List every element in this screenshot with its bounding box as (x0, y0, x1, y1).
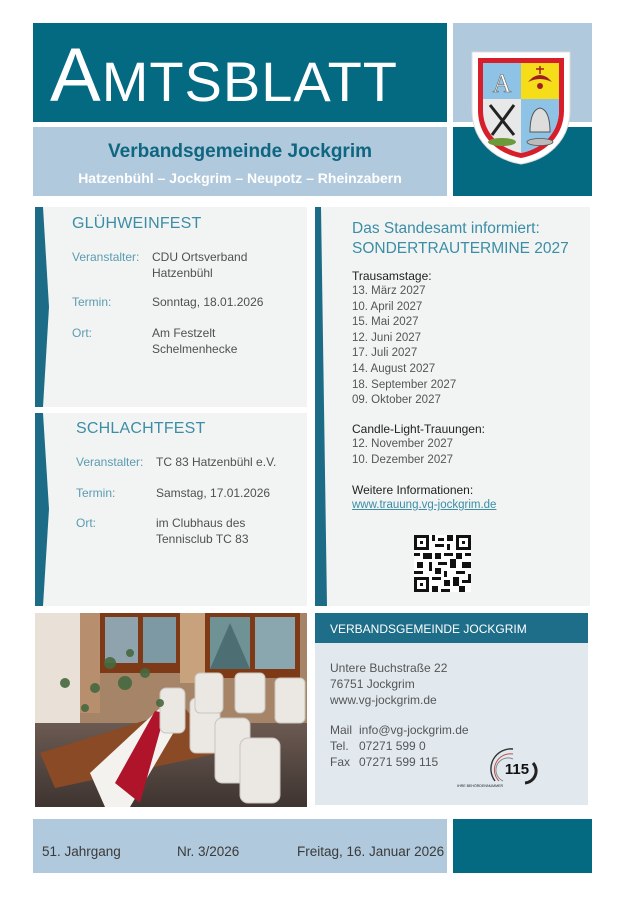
contact-website[interactable]: www.vg-jockgrim.de (330, 693, 437, 707)
info-heading: Weitere Informationen: (352, 483, 474, 497)
event-title: SCHLACHTFEST (76, 420, 206, 437)
title-line-2: SONDERTRAUTERMINE 2027 (352, 240, 569, 257)
mail-value[interactable]: info@vg-jockgrim.de (359, 723, 469, 737)
mail-label: Mail (330, 723, 353, 737)
date-item: 13. März 2027 (352, 285, 426, 297)
event-title: GLÜHWEINFEST (72, 215, 202, 232)
date-item: 14. August 2027 (352, 362, 436, 375)
contact-body (315, 643, 588, 805)
candle-light-list (352, 437, 453, 468)
row-value: Samstag, 17.01.2026 (156, 486, 271, 500)
date-item: 10. Dezember 2027 (352, 453, 454, 466)
date-item: 09. Oktober 2027 (352, 394, 441, 407)
fax-value: 07271 599 115 (359, 755, 439, 769)
standesamt-panel (315, 207, 590, 606)
date-item: 12. Juni 2027 (352, 331, 422, 344)
row-value: Am Festzelt Schelmenhecke (152, 326, 238, 356)
masthead-title (50, 33, 399, 118)
row-value: CDU Ortsverband Hatzenbühl (152, 250, 248, 280)
date-item: 17. Juli 2027 (352, 347, 418, 360)
date-item: 18. September 2027 (352, 378, 457, 391)
title-rest: MTSBLATT (101, 50, 399, 113)
chevron-marker-icon (35, 207, 49, 407)
row-label: Termin: (72, 295, 112, 309)
footer-band (33, 819, 447, 873)
contact-street: Untere Buchstraße 22 (330, 661, 448, 675)
svg-text:115: 115 (504, 761, 530, 778)
organization-name: Verbandsgemeinde Jockgrim (108, 141, 372, 162)
behoerdennummer-115-logo-icon (455, 743, 545, 789)
coat-of-arms-icon (470, 50, 572, 166)
row-label: Ort: (76, 516, 96, 530)
contact-mail (330, 723, 469, 737)
event-schlachtfest (35, 413, 307, 606)
row-value: im Clubhaus des Tennisclub TC 83 (156, 516, 249, 546)
masthead-subtitle-band (33, 127, 447, 196)
row-label: Termin: (76, 486, 116, 500)
row-value: TC 83 Hatzenbühl e.V. (156, 455, 277, 469)
member-towns: Hatzenbühl – Jockgrim – Neupotz – Rheinzabern (78, 170, 402, 186)
contact-fax (330, 755, 438, 769)
contact-city: 76751 Jockgrim (330, 677, 415, 691)
date-item: 10. April 2027 (352, 300, 423, 313)
date-item: 15. Mai 2027 (352, 316, 419, 329)
row-value: Sonntag, 18.01.2026 (152, 295, 264, 309)
side-bar-icon (315, 207, 327, 606)
row-label: Veranstalter: (76, 455, 144, 469)
candle-light-heading: Candle-Light-Trauungen: (352, 422, 485, 436)
volume-number: 51. Jahrgang (42, 844, 121, 859)
qr-code-icon[interactable] (414, 535, 471, 592)
wedding-room-photo (35, 613, 307, 807)
contact-tel (330, 739, 426, 753)
trausamstage-heading: Trausamstage: (352, 269, 432, 283)
contact-header: VERBANDSGEMEINDE JOCKGRIM (315, 613, 588, 643)
svg-text:A: A (492, 69, 512, 98)
chevron-marker-icon (35, 413, 49, 606)
row-label: Ort: (72, 326, 92, 340)
date-item: 12. November 2027 (352, 438, 454, 450)
tel-label: Tel. (330, 739, 349, 753)
event-glühweinfest (35, 207, 307, 407)
row-label: Veranstalter: (72, 250, 140, 264)
issue-date: Freitag, 16. Januar 2026 (297, 844, 445, 859)
issue-number: Nr. 3/2026 (177, 844, 240, 859)
trauung-website-link[interactable]: www.trauung.vg-jockgrim.de (352, 499, 497, 511)
title-initial: A (50, 33, 102, 118)
title-line-1: Das Standesamt informiert: (352, 220, 540, 237)
standesamt-title (352, 219, 569, 259)
fax-label: Fax (330, 755, 351, 769)
svg-text:IHRE BEHÖRDENNUMMER: IHRE BEHÖRDENNUMMER (457, 784, 504, 788)
footer-teal-block (453, 819, 592, 873)
tel-value: 07271 599 0 (359, 739, 426, 753)
trausamstage-list (352, 284, 456, 409)
